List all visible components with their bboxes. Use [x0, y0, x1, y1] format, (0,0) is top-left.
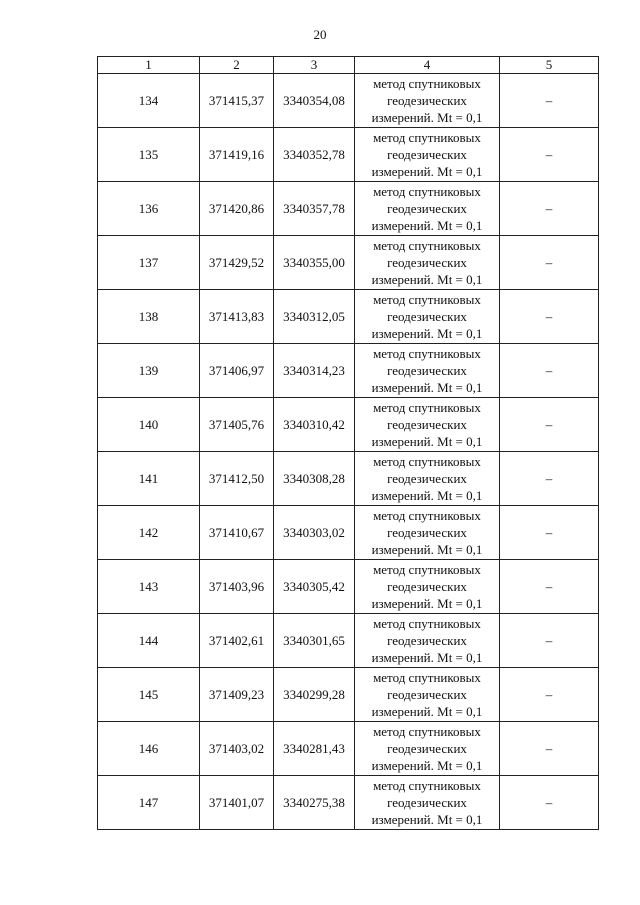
- note-cell: –: [500, 776, 599, 830]
- method-line: метод спутниковых: [373, 616, 481, 631]
- point-number-cell: 147: [98, 776, 200, 830]
- table-row: [98, 290, 599, 344]
- method-cell: [355, 128, 500, 182]
- method-line: метод спутниковых: [373, 238, 481, 253]
- table-row: [98, 182, 599, 236]
- note-cell: –: [500, 128, 599, 182]
- method-cell: [355, 506, 500, 560]
- table-row: [98, 614, 599, 668]
- note-cell: –: [500, 614, 599, 668]
- page-number: 20: [313, 27, 327, 42]
- y-coordinate-cell: 3340281,43: [274, 722, 355, 776]
- method-line: метод спутниковых: [373, 562, 481, 577]
- header-row: [98, 57, 599, 74]
- method-cell: [355, 560, 500, 614]
- y-coordinate-cell: 3340301,65: [274, 614, 355, 668]
- note-cell: –: [500, 506, 599, 560]
- method-cell: [355, 344, 500, 398]
- method-cell: [355, 74, 500, 128]
- y-coordinate-cell: 3340275,38: [274, 776, 355, 830]
- method-line: измерений. Mt = 0,1: [371, 488, 483, 503]
- point-number-cell: 134: [98, 74, 200, 128]
- method-line: метод спутниковых: [373, 454, 481, 469]
- method-line: метод спутниковых: [373, 130, 481, 145]
- x-coordinate-cell: 371409,23: [200, 668, 274, 722]
- x-coordinate-cell: 371405,76: [200, 398, 274, 452]
- point-number-cell: 144: [98, 614, 200, 668]
- table-row: [98, 344, 599, 398]
- point-number-cell: 146: [98, 722, 200, 776]
- x-coordinate-cell: 371402,61: [200, 614, 274, 668]
- point-number-cell: 142: [98, 506, 200, 560]
- y-coordinate-cell: 3340305,42: [274, 560, 355, 614]
- x-coordinate-cell: 371401,07: [200, 776, 274, 830]
- table-body: [98, 74, 599, 830]
- method-cell: [355, 290, 500, 344]
- method-line: метод спутниковых: [373, 292, 481, 307]
- method-line: геодезических: [387, 417, 467, 432]
- method-line: геодезических: [387, 201, 467, 216]
- point-number-cell: 143: [98, 560, 200, 614]
- method-cell: [355, 452, 500, 506]
- method-line: геодезических: [387, 687, 467, 702]
- note-cell: –: [500, 560, 599, 614]
- x-coordinate-cell: 371410,67: [200, 506, 274, 560]
- method-line: метод спутниковых: [373, 400, 481, 415]
- y-coordinate-cell: 3340303,02: [274, 506, 355, 560]
- note-cell: –: [500, 182, 599, 236]
- method-line: измерений. Mt = 0,1: [371, 650, 483, 665]
- method-cell: [355, 398, 500, 452]
- method-line: геодезических: [387, 363, 467, 378]
- method-line: геодезических: [387, 93, 467, 108]
- x-coordinate-cell: 371420,86: [200, 182, 274, 236]
- coordinates-table: [97, 56, 599, 830]
- method-line: метод спутниковых: [373, 76, 481, 91]
- method-cell: [355, 776, 500, 830]
- method-line: метод спутниковых: [373, 724, 481, 739]
- y-coordinate-cell: 3340314,23: [274, 344, 355, 398]
- method-line: измерений. Mt = 0,1: [371, 812, 483, 827]
- x-coordinate-cell: 371403,02: [200, 722, 274, 776]
- method-line: геодезических: [387, 471, 467, 486]
- point-number-cell: 141: [98, 452, 200, 506]
- table-row: [98, 236, 599, 290]
- table-row: [98, 452, 599, 506]
- method-cell: [355, 614, 500, 668]
- note-cell: –: [500, 236, 599, 290]
- method-line: измерений. Mt = 0,1: [371, 326, 483, 341]
- method-cell: [355, 236, 500, 290]
- note-cell: –: [500, 344, 599, 398]
- table-row: [98, 722, 599, 776]
- point-number-cell: 135: [98, 128, 200, 182]
- point-number-cell: 145: [98, 668, 200, 722]
- method-line: метод спутниковых: [373, 778, 481, 793]
- y-coordinate-cell: 3340355,00: [274, 236, 355, 290]
- point-number-cell: 137: [98, 236, 200, 290]
- method-line: геодезических: [387, 309, 467, 324]
- x-coordinate-cell: 371415,37: [200, 74, 274, 128]
- x-coordinate-cell: 371412,50: [200, 452, 274, 506]
- method-cell: [355, 182, 500, 236]
- method-line: геодезических: [387, 525, 467, 540]
- x-coordinate-cell: 371419,16: [200, 128, 274, 182]
- y-coordinate-cell: 3340310,42: [274, 398, 355, 452]
- table-row: [98, 74, 599, 128]
- method-line: метод спутниковых: [373, 184, 481, 199]
- note-cell: –: [500, 74, 599, 128]
- method-line: измерений. Mt = 0,1: [371, 434, 483, 449]
- table-row: [98, 560, 599, 614]
- method-line: измерений. Mt = 0,1: [371, 218, 483, 233]
- y-coordinate-cell: 3340354,08: [274, 74, 355, 128]
- method-line: геодезических: [387, 795, 467, 810]
- method-line: измерений. Mt = 0,1: [371, 380, 483, 395]
- method-line: измерений. Mt = 0,1: [371, 542, 483, 557]
- point-number-cell: 136: [98, 182, 200, 236]
- method-line: измерений. Mt = 0,1: [371, 272, 483, 287]
- y-coordinate-cell: 3340299,28: [274, 668, 355, 722]
- note-cell: –: [500, 452, 599, 506]
- point-number-cell: 140: [98, 398, 200, 452]
- y-coordinate-cell: 3340308,28: [274, 452, 355, 506]
- method-line: метод спутниковых: [373, 346, 481, 361]
- x-coordinate-cell: 371413,83: [200, 290, 274, 344]
- method-line: геодезических: [387, 255, 467, 270]
- method-line: измерений. Mt = 0,1: [371, 596, 483, 611]
- table-row: [98, 128, 599, 182]
- y-coordinate-cell: 3340352,78: [274, 128, 355, 182]
- y-coordinate-cell: 3340357,78: [274, 182, 355, 236]
- method-line: измерений. Mt = 0,1: [371, 758, 483, 773]
- header-col-2: 2: [200, 57, 274, 74]
- x-coordinate-cell: 371429,52: [200, 236, 274, 290]
- method-line: геодезических: [387, 633, 467, 648]
- point-number-cell: 138: [98, 290, 200, 344]
- x-coordinate-cell: 371403,96: [200, 560, 274, 614]
- header-col-4: 4: [355, 57, 500, 74]
- header-col-3: 3: [274, 57, 355, 74]
- table-row: [98, 506, 599, 560]
- method-line: измерений. Mt = 0,1: [371, 110, 483, 125]
- header-col-1: 1: [98, 57, 200, 74]
- table-row: [98, 668, 599, 722]
- point-number-cell: 139: [98, 344, 200, 398]
- x-coordinate-cell: 371406,97: [200, 344, 274, 398]
- note-cell: –: [500, 722, 599, 776]
- method-cell: [355, 722, 500, 776]
- method-line: измерений. Mt = 0,1: [371, 704, 483, 719]
- note-cell: –: [500, 398, 599, 452]
- method-line: геодезических: [387, 147, 467, 162]
- table-row: [98, 776, 599, 830]
- header-col-5: 5: [500, 57, 599, 74]
- method-line: метод спутниковых: [373, 670, 481, 685]
- method-line: измерений. Mt = 0,1: [371, 164, 483, 179]
- method-cell: [355, 668, 500, 722]
- note-cell: –: [500, 290, 599, 344]
- note-cell: –: [500, 668, 599, 722]
- y-coordinate-cell: 3340312,05: [274, 290, 355, 344]
- method-line: метод спутниковых: [373, 508, 481, 523]
- method-line: геодезических: [387, 579, 467, 594]
- table-row: [98, 398, 599, 452]
- method-line: геодезических: [387, 741, 467, 756]
